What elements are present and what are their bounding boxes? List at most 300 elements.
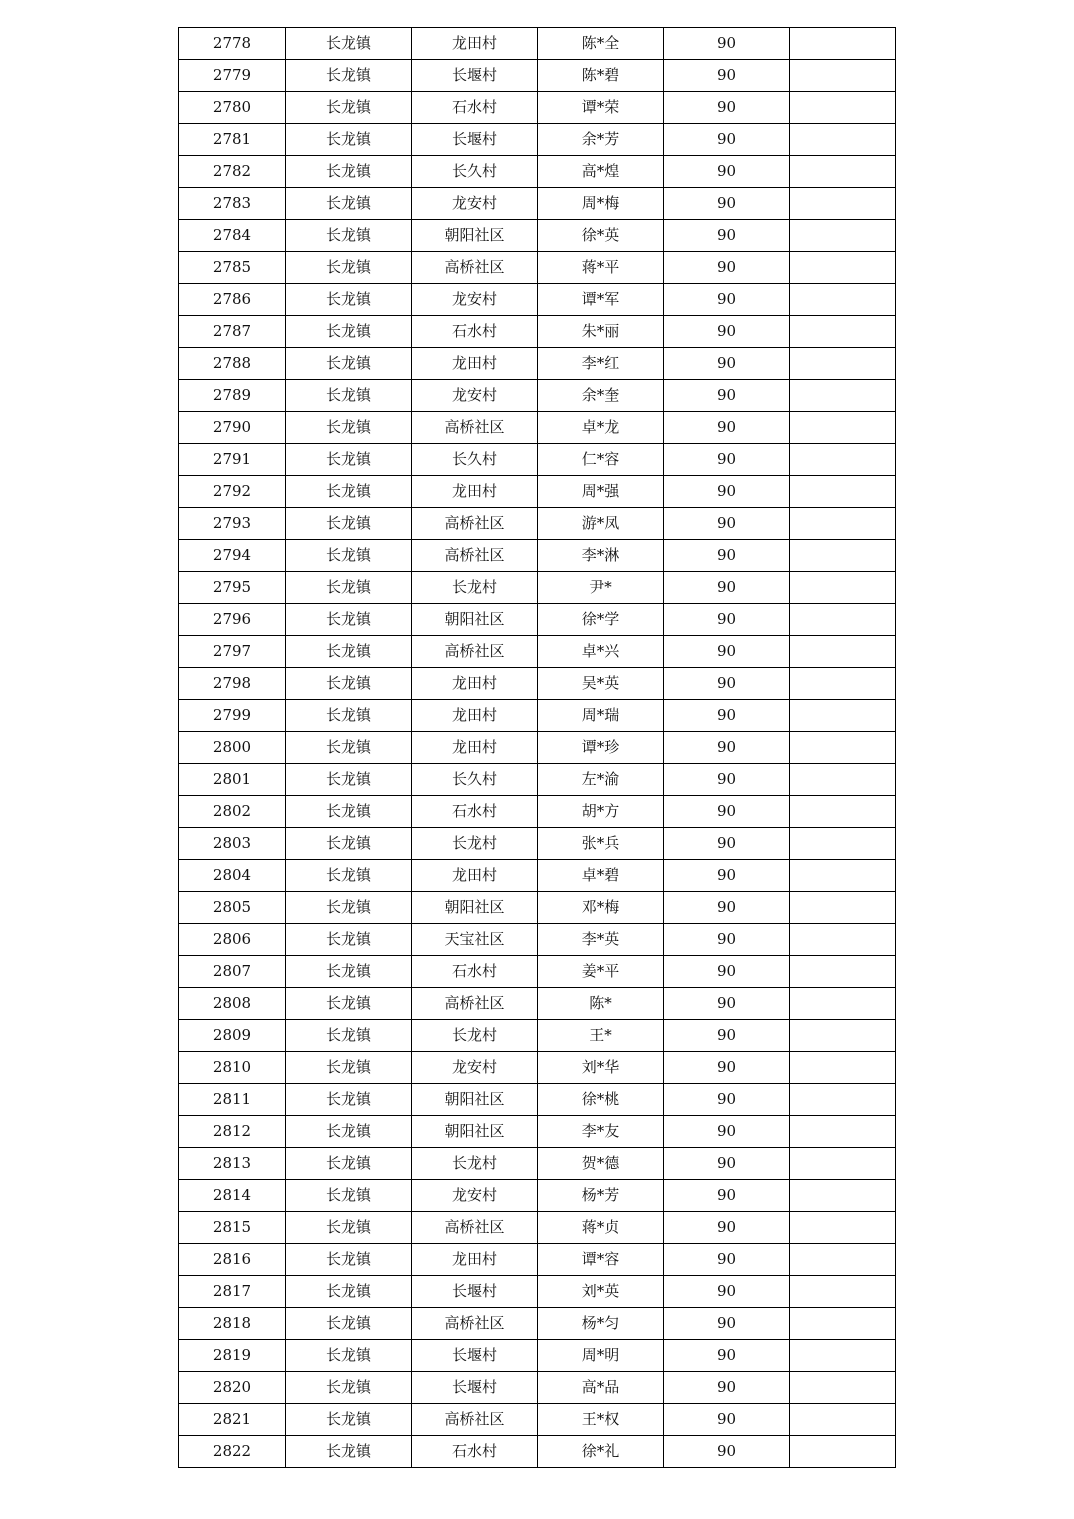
remark-cell	[790, 476, 896, 508]
town-cell: 长龙镇	[286, 444, 412, 476]
amount-cell: 90	[664, 1020, 790, 1052]
table-row	[179, 1308, 896, 1340]
town-cell: 长龙镇	[286, 1116, 412, 1148]
remark-cell	[790, 1404, 896, 1436]
name-cell: 刘*英	[538, 1276, 664, 1308]
amount-cell: 90	[664, 828, 790, 860]
village-cell: 长久村	[412, 156, 538, 188]
serial-number-cell: 2818	[179, 1308, 286, 1340]
table-row	[179, 860, 896, 892]
amount-cell: 90	[664, 124, 790, 156]
remark-cell	[790, 604, 896, 636]
serial-number-cell: 2805	[179, 892, 286, 924]
village-cell: 长堰村	[412, 124, 538, 156]
village-cell: 龙安村	[412, 188, 538, 220]
village-cell: 长龙村	[412, 1020, 538, 1052]
serial-number-cell: 2789	[179, 380, 286, 412]
amount-cell: 90	[664, 604, 790, 636]
serial-number-cell: 2812	[179, 1116, 286, 1148]
serial-number-cell: 2803	[179, 828, 286, 860]
remark-cell	[790, 1276, 896, 1308]
amount-cell: 90	[664, 412, 790, 444]
serial-number-cell: 2819	[179, 1340, 286, 1372]
town-cell: 长龙镇	[286, 92, 412, 124]
name-cell: 周*明	[538, 1340, 664, 1372]
village-cell: 高桥社区	[412, 988, 538, 1020]
serial-number-cell: 2779	[179, 60, 286, 92]
remark-cell	[790, 796, 896, 828]
amount-cell: 90	[664, 92, 790, 124]
town-cell: 长龙镇	[286, 1180, 412, 1212]
serial-number-cell: 2793	[179, 508, 286, 540]
village-cell: 长龙村	[412, 828, 538, 860]
town-cell: 长龙镇	[286, 1436, 412, 1468]
village-cell: 长堰村	[412, 60, 538, 92]
name-cell: 贺*德	[538, 1148, 664, 1180]
name-cell: 高*煌	[538, 156, 664, 188]
serial-number-cell: 2808	[179, 988, 286, 1020]
town-cell: 长龙镇	[286, 1212, 412, 1244]
town-cell: 长龙镇	[286, 636, 412, 668]
name-cell: 王*权	[538, 1404, 664, 1436]
village-cell: 高桥社区	[412, 1404, 538, 1436]
amount-cell: 90	[664, 1436, 790, 1468]
amount-cell: 90	[664, 796, 790, 828]
roster-table-body	[179, 28, 896, 1468]
amount-cell: 90	[664, 956, 790, 988]
amount-cell: 90	[664, 220, 790, 252]
serial-number-cell: 2802	[179, 796, 286, 828]
serial-number-cell: 2792	[179, 476, 286, 508]
amount-cell: 90	[664, 668, 790, 700]
amount-cell: 90	[664, 700, 790, 732]
village-cell: 石水村	[412, 92, 538, 124]
amount-cell: 90	[664, 892, 790, 924]
amount-cell: 90	[664, 764, 790, 796]
table-row	[179, 1436, 896, 1468]
town-cell: 长龙镇	[286, 348, 412, 380]
table-row	[179, 1180, 896, 1212]
town-cell: 长龙镇	[286, 1340, 412, 1372]
table-row	[179, 1212, 896, 1244]
table-row	[179, 380, 896, 412]
name-cell: 周*强	[538, 476, 664, 508]
serial-number-cell: 2813	[179, 1148, 286, 1180]
name-cell: 周*梅	[538, 188, 664, 220]
town-cell: 长龙镇	[286, 508, 412, 540]
amount-cell: 90	[664, 284, 790, 316]
village-cell: 长堰村	[412, 1276, 538, 1308]
remark-cell	[790, 60, 896, 92]
name-cell: 谭*容	[538, 1244, 664, 1276]
amount-cell: 90	[664, 444, 790, 476]
remark-cell	[790, 444, 896, 476]
table-row	[179, 252, 896, 284]
remark-cell	[790, 860, 896, 892]
town-cell: 长龙镇	[286, 956, 412, 988]
town-cell: 长龙镇	[286, 732, 412, 764]
town-cell: 长龙镇	[286, 28, 412, 60]
town-cell: 长龙镇	[286, 412, 412, 444]
table-row	[179, 1372, 896, 1404]
serial-number-cell: 2809	[179, 1020, 286, 1052]
village-cell: 长久村	[412, 764, 538, 796]
town-cell: 长龙镇	[286, 1020, 412, 1052]
amount-cell: 90	[664, 316, 790, 348]
amount-cell: 90	[664, 1244, 790, 1276]
town-cell: 长龙镇	[286, 1052, 412, 1084]
serial-number-cell: 2794	[179, 540, 286, 572]
village-cell: 高桥社区	[412, 508, 538, 540]
amount-cell: 90	[664, 860, 790, 892]
serial-number-cell: 2804	[179, 860, 286, 892]
remark-cell	[790, 700, 896, 732]
village-cell: 龙田村	[412, 732, 538, 764]
village-cell: 石水村	[412, 796, 538, 828]
serial-number-cell: 2790	[179, 412, 286, 444]
town-cell: 长龙镇	[286, 828, 412, 860]
name-cell: 吴*英	[538, 668, 664, 700]
table-row	[179, 764, 896, 796]
amount-cell: 90	[664, 188, 790, 220]
serial-number-cell: 2780	[179, 92, 286, 124]
serial-number-cell: 2797	[179, 636, 286, 668]
remark-cell	[790, 1436, 896, 1468]
remark-cell	[790, 988, 896, 1020]
name-cell: 余*奎	[538, 380, 664, 412]
town-cell: 长龙镇	[286, 924, 412, 956]
name-cell: 李*英	[538, 924, 664, 956]
town-cell: 长龙镇	[286, 764, 412, 796]
remark-cell	[790, 28, 896, 60]
name-cell: 卓*碧	[538, 860, 664, 892]
town-cell: 长龙镇	[286, 476, 412, 508]
remark-cell	[790, 252, 896, 284]
village-cell: 朝阳社区	[412, 220, 538, 252]
village-cell: 高桥社区	[412, 1212, 538, 1244]
amount-cell: 90	[664, 1404, 790, 1436]
name-cell: 卓*兴	[538, 636, 664, 668]
name-cell: 徐*学	[538, 604, 664, 636]
village-cell: 龙田村	[412, 700, 538, 732]
table-row	[179, 476, 896, 508]
remark-cell	[790, 92, 896, 124]
name-cell: 谭*珍	[538, 732, 664, 764]
village-cell: 龙安村	[412, 284, 538, 316]
amount-cell: 90	[664, 1052, 790, 1084]
amount-cell: 90	[664, 636, 790, 668]
serial-number-cell: 2817	[179, 1276, 286, 1308]
serial-number-cell: 2816	[179, 1244, 286, 1276]
serial-number-cell: 2807	[179, 956, 286, 988]
town-cell: 长龙镇	[286, 220, 412, 252]
town-cell: 长龙镇	[286, 188, 412, 220]
village-cell: 长龙村	[412, 1148, 538, 1180]
name-cell: 朱*丽	[538, 316, 664, 348]
amount-cell: 90	[664, 1372, 790, 1404]
table-row	[179, 636, 896, 668]
serial-number-cell: 2822	[179, 1436, 286, 1468]
village-cell: 朝阳社区	[412, 604, 538, 636]
table-row	[179, 188, 896, 220]
remark-cell	[790, 1052, 896, 1084]
remark-cell	[790, 316, 896, 348]
serial-number-cell: 2786	[179, 284, 286, 316]
village-cell: 长龙村	[412, 572, 538, 604]
amount-cell: 90	[664, 348, 790, 380]
town-cell: 长龙镇	[286, 1372, 412, 1404]
name-cell: 姜*平	[538, 956, 664, 988]
amount-cell: 90	[664, 508, 790, 540]
name-cell: 王*	[538, 1020, 664, 1052]
serial-number-cell: 2815	[179, 1212, 286, 1244]
name-cell: 陈*碧	[538, 60, 664, 92]
name-cell: 仁*容	[538, 444, 664, 476]
table-row	[179, 956, 896, 988]
name-cell: 杨*匀	[538, 1308, 664, 1340]
table-row	[179, 124, 896, 156]
village-cell: 高桥社区	[412, 1308, 538, 1340]
table-row	[179, 1116, 896, 1148]
serial-number-cell: 2798	[179, 668, 286, 700]
table-row	[179, 1148, 896, 1180]
amount-cell: 90	[664, 1276, 790, 1308]
town-cell: 长龙镇	[286, 156, 412, 188]
remark-cell	[790, 764, 896, 796]
name-cell: 蒋*贞	[538, 1212, 664, 1244]
remark-cell	[790, 1340, 896, 1372]
serial-number-cell: 2787	[179, 316, 286, 348]
remark-cell	[790, 636, 896, 668]
serial-number-cell: 2778	[179, 28, 286, 60]
remark-cell	[790, 1116, 896, 1148]
table-row	[179, 1244, 896, 1276]
amount-cell: 90	[664, 1212, 790, 1244]
village-cell: 高桥社区	[412, 636, 538, 668]
town-cell: 长龙镇	[286, 700, 412, 732]
village-cell: 龙田村	[412, 28, 538, 60]
table-row	[179, 668, 896, 700]
village-cell: 龙田村	[412, 1244, 538, 1276]
table-row	[179, 508, 896, 540]
town-cell: 长龙镇	[286, 860, 412, 892]
name-cell: 徐*桃	[538, 1084, 664, 1116]
town-cell: 长龙镇	[286, 892, 412, 924]
table-row	[179, 604, 896, 636]
town-cell: 长龙镇	[286, 316, 412, 348]
amount-cell: 90	[664, 540, 790, 572]
name-cell: 邓*梅	[538, 892, 664, 924]
name-cell: 徐*英	[538, 220, 664, 252]
village-cell: 朝阳社区	[412, 892, 538, 924]
name-cell: 尹*	[538, 572, 664, 604]
village-cell: 高桥社区	[412, 252, 538, 284]
remark-cell	[790, 220, 896, 252]
name-cell: 周*瑞	[538, 700, 664, 732]
town-cell: 长龙镇	[286, 1308, 412, 1340]
amount-cell: 90	[664, 60, 790, 92]
serial-number-cell: 2791	[179, 444, 286, 476]
amount-cell: 90	[664, 1084, 790, 1116]
table-row	[179, 572, 896, 604]
serial-number-cell: 2811	[179, 1084, 286, 1116]
name-cell: 卓*龙	[538, 412, 664, 444]
serial-number-cell: 2781	[179, 124, 286, 156]
name-cell: 余*芳	[538, 124, 664, 156]
town-cell: 长龙镇	[286, 796, 412, 828]
serial-number-cell: 2820	[179, 1372, 286, 1404]
serial-number-cell: 2782	[179, 156, 286, 188]
remark-cell	[790, 124, 896, 156]
town-cell: 长龙镇	[286, 252, 412, 284]
serial-number-cell: 2796	[179, 604, 286, 636]
table-row	[179, 796, 896, 828]
remark-cell	[790, 828, 896, 860]
table-row	[179, 540, 896, 572]
amount-cell: 90	[664, 476, 790, 508]
table-row	[179, 92, 896, 124]
name-cell: 谭*荣	[538, 92, 664, 124]
remark-cell	[790, 1372, 896, 1404]
remark-cell	[790, 732, 896, 764]
serial-number-cell: 2783	[179, 188, 286, 220]
village-cell: 朝阳社区	[412, 1116, 538, 1148]
town-cell: 长龙镇	[286, 540, 412, 572]
amount-cell: 90	[664, 252, 790, 284]
roster-table	[178, 27, 896, 1468]
town-cell: 长龙镇	[286, 380, 412, 412]
remark-cell	[790, 1244, 896, 1276]
amount-cell: 90	[664, 156, 790, 188]
village-cell: 长堰村	[412, 1340, 538, 1372]
village-cell: 龙田村	[412, 476, 538, 508]
town-cell: 长龙镇	[286, 60, 412, 92]
table-row	[179, 348, 896, 380]
serial-number-cell: 2810	[179, 1052, 286, 1084]
amount-cell: 90	[664, 28, 790, 60]
town-cell: 长龙镇	[286, 668, 412, 700]
amount-cell: 90	[664, 1116, 790, 1148]
table-row	[179, 412, 896, 444]
table-row	[179, 988, 896, 1020]
remark-cell	[790, 508, 896, 540]
table-row	[179, 316, 896, 348]
village-cell: 龙田村	[412, 348, 538, 380]
name-cell: 陈*全	[538, 28, 664, 60]
remark-cell	[790, 380, 896, 412]
remark-cell	[790, 668, 896, 700]
serial-number-cell: 2799	[179, 700, 286, 732]
serial-number-cell: 2784	[179, 220, 286, 252]
name-cell: 杨*芳	[538, 1180, 664, 1212]
serial-number-cell: 2785	[179, 252, 286, 284]
serial-number-cell: 2800	[179, 732, 286, 764]
table-row	[179, 156, 896, 188]
amount-cell: 90	[664, 1180, 790, 1212]
serial-number-cell: 2801	[179, 764, 286, 796]
village-cell: 石水村	[412, 956, 538, 988]
amount-cell: 90	[664, 924, 790, 956]
name-cell: 谭*军	[538, 284, 664, 316]
table-row	[179, 1404, 896, 1436]
town-cell: 长龙镇	[286, 572, 412, 604]
name-cell: 高*品	[538, 1372, 664, 1404]
amount-cell: 90	[664, 380, 790, 412]
serial-number-cell: 2788	[179, 348, 286, 380]
village-cell: 长堰村	[412, 1372, 538, 1404]
name-cell: 蒋*平	[538, 252, 664, 284]
name-cell: 李*淋	[538, 540, 664, 572]
village-cell: 龙田村	[412, 860, 538, 892]
table-row	[179, 1052, 896, 1084]
remark-cell	[790, 1308, 896, 1340]
amount-cell: 90	[664, 732, 790, 764]
remark-cell	[790, 284, 896, 316]
remark-cell	[790, 188, 896, 220]
town-cell: 长龙镇	[286, 1276, 412, 1308]
name-cell: 刘*华	[538, 1052, 664, 1084]
name-cell: 陈*	[538, 988, 664, 1020]
serial-number-cell: 2821	[179, 1404, 286, 1436]
table-row	[179, 1020, 896, 1052]
village-cell: 朝阳社区	[412, 1084, 538, 1116]
village-cell: 龙安村	[412, 380, 538, 412]
village-cell: 龙安村	[412, 1180, 538, 1212]
table-row	[179, 828, 896, 860]
remark-cell	[790, 412, 896, 444]
village-cell: 龙安村	[412, 1052, 538, 1084]
town-cell: 长龙镇	[286, 284, 412, 316]
table-row	[179, 1084, 896, 1116]
table-row	[179, 892, 896, 924]
town-cell: 长龙镇	[286, 1244, 412, 1276]
town-cell: 长龙镇	[286, 1084, 412, 1116]
name-cell: 李*友	[538, 1116, 664, 1148]
village-cell: 天宝社区	[412, 924, 538, 956]
town-cell: 长龙镇	[286, 124, 412, 156]
serial-number-cell: 2814	[179, 1180, 286, 1212]
amount-cell: 90	[664, 1308, 790, 1340]
table-row	[179, 700, 896, 732]
amount-cell: 90	[664, 1340, 790, 1372]
table-row	[179, 732, 896, 764]
table-row	[179, 444, 896, 476]
town-cell: 长龙镇	[286, 604, 412, 636]
name-cell: 张*兵	[538, 828, 664, 860]
village-cell: 石水村	[412, 316, 538, 348]
name-cell: 徐*礼	[538, 1436, 664, 1468]
remark-cell	[790, 924, 896, 956]
village-cell: 石水村	[412, 1436, 538, 1468]
table-row	[179, 924, 896, 956]
town-cell: 长龙镇	[286, 988, 412, 1020]
table-row	[179, 220, 896, 252]
serial-number-cell: 2806	[179, 924, 286, 956]
remark-cell	[790, 1180, 896, 1212]
remark-cell	[790, 540, 896, 572]
remark-cell	[790, 1084, 896, 1116]
remark-cell	[790, 1212, 896, 1244]
name-cell: 李*红	[538, 348, 664, 380]
town-cell: 长龙镇	[286, 1404, 412, 1436]
amount-cell: 90	[664, 988, 790, 1020]
table-row	[179, 1340, 896, 1372]
remark-cell	[790, 1020, 896, 1052]
remark-cell	[790, 892, 896, 924]
amount-cell: 90	[664, 1148, 790, 1180]
village-cell: 高桥社区	[412, 412, 538, 444]
table-row	[179, 60, 896, 92]
